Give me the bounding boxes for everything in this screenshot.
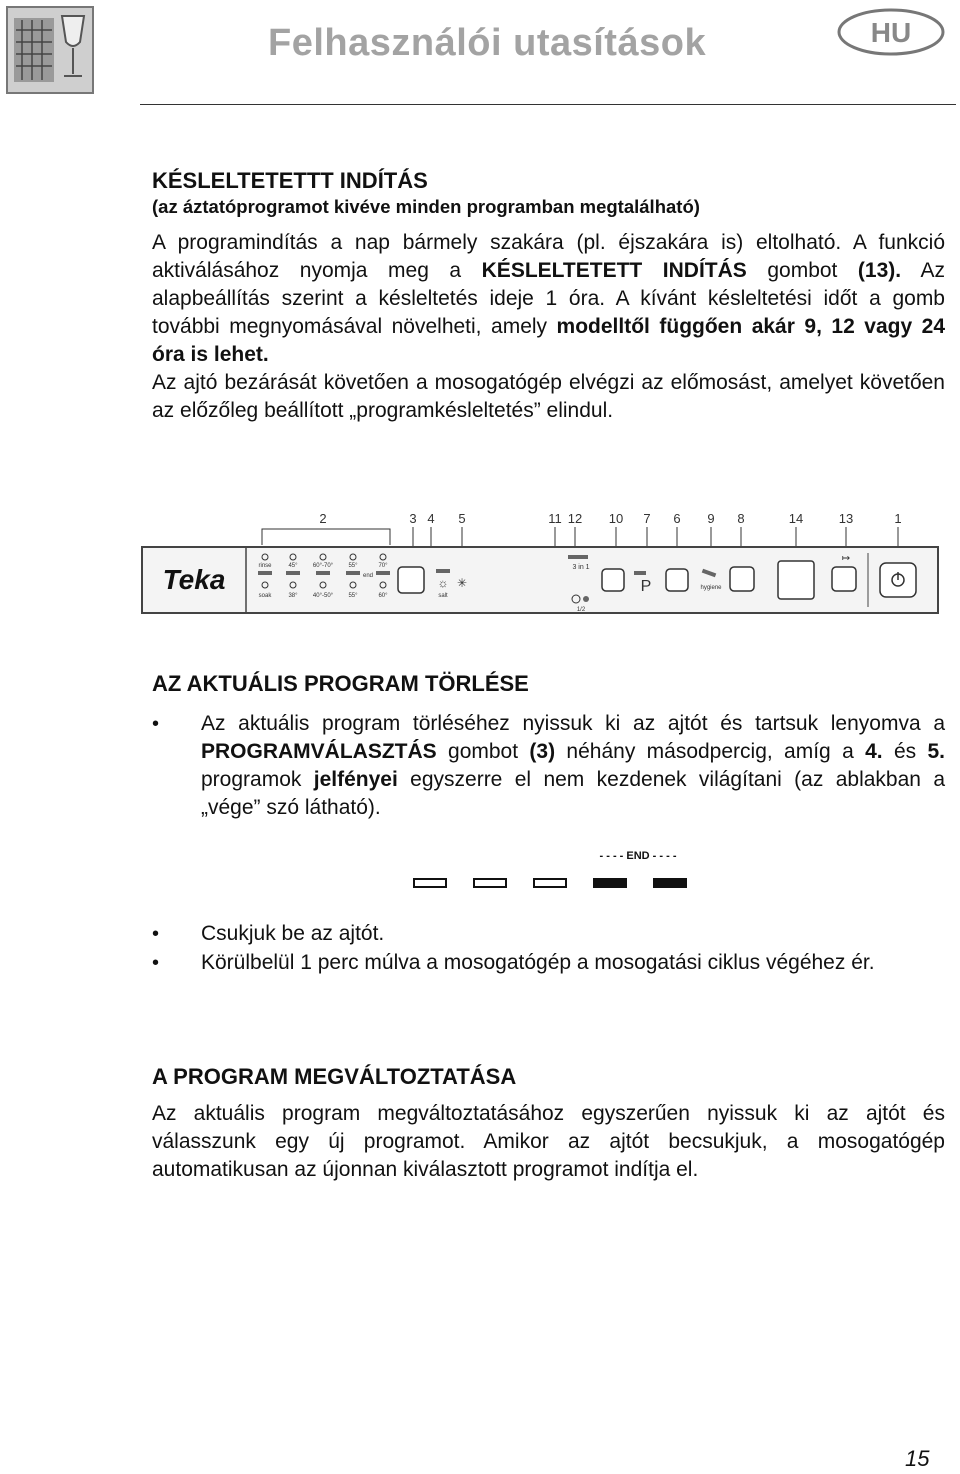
header-title: Felhasználói utasítások	[268, 22, 707, 64]
header-divider	[140, 104, 956, 105]
callout-5: 5	[458, 511, 466, 526]
callout-10: 10	[608, 511, 624, 526]
svg-text:P: P	[640, 578, 652, 595]
svg-text:rinse: rinse	[258, 563, 272, 569]
brand-logo-text: Teka	[162, 564, 226, 595]
callout-8: 8	[737, 511, 745, 526]
svg-text:38°: 38°	[288, 593, 298, 599]
svg-text:60°-70°: 60°-70°	[312, 563, 334, 569]
list-item	[152, 920, 945, 950]
program-select-button	[398, 567, 424, 593]
callout-6: 6	[673, 511, 681, 526]
svg-text:55°: 55°	[348, 593, 358, 599]
svg-text:55°: 55°	[348, 563, 358, 569]
callout-7: 7	[643, 511, 651, 526]
svg-text:✳: ✳	[456, 576, 468, 590]
delayed-start-paragraph-1: A programindítás a nap bármely szakára (pl. éjszakára is) eltolható. A funkció aktiválásához nyomja meg a KÉSLELTETETT INDÍTÁS gombot (13). Az alapbeállítás szerint a késleltetés ideje 1 óra. A kívánt késleltetési időt a gomb további megnyomásával növelheti, amely modelltől függően akár 9, 12 vagy 24 óra is lehet.	[152, 231, 945, 366]
callout-14: 14	[788, 511, 804, 526]
section-title-delayed-start: KÉSLELTETETTT INDÍTÁS	[152, 168, 428, 193]
list-item-text: Az aktuális program törléséhez nyissuk ki az ajtót és tartsuk lenyomva a PROGRAMVÁLASZTÁS gombot (3) néhány másodpercig, amíg a 4. és 5. programok jelfényei egyszerre el nem kezdenek világítani (az ablakban a „vége” szó látható).	[201, 712, 945, 819]
svg-text:salt: salt	[438, 593, 448, 599]
list-item-text: Körülbelül 1 perc múlva a mosogatógép a mosogatási ciklus végéhez ér.	[201, 951, 875, 974]
language-badge	[836, 6, 946, 58]
callout-1: 1	[894, 511, 902, 526]
language-badge-label: HU	[870, 17, 912, 48]
svg-text:3 in 1: 3 in 1	[572, 564, 590, 571]
list-item-text: Csukjuk be az ajtót.	[201, 922, 385, 945]
svg-text:40°-50°: 40°-50°	[312, 593, 334, 599]
list-item	[152, 949, 945, 1009]
svg-text:45°: 45°	[288, 563, 298, 569]
callout-11: 11	[548, 511, 562, 526]
bullet-icon: •	[152, 952, 160, 974]
svg-text:hygiene: hygiene	[700, 585, 722, 591]
control-panel-diagram	[140, 505, 940, 617]
svg-text:1/2: 1/2	[576, 607, 586, 613]
callout-13: 13	[838, 511, 854, 526]
callout-2: 2	[319, 511, 327, 526]
delayed-start-paragraph-2: Az ajtó bezárását követően a mosogatógép elvégzi az előmosást, amelyet követően az előzőleg beállított „programkésleltetés” elindul.	[152, 371, 945, 422]
callout-12: 12	[567, 511, 583, 526]
bullet-icon: •	[152, 923, 160, 945]
svg-text:soak: soak	[258, 593, 272, 599]
section-title-cancel-program: AZ AKTUÁLIS PROGRAM TÖRLÉSE	[152, 671, 529, 696]
svg-text:end: end	[362, 573, 374, 579]
manual-logo-icon	[6, 6, 94, 94]
svg-text:↦: ↦	[841, 553, 851, 564]
list-item	[152, 710, 945, 830]
callout-4: 4	[427, 511, 435, 526]
callout-9: 9	[707, 511, 715, 526]
svg-text:60°: 60°	[378, 593, 388, 599]
delayed-start-body	[152, 229, 945, 425]
end-label: - - - - END - - - -	[599, 850, 677, 862]
end-indicator-graphic	[408, 845, 698, 895]
bullet-icon: •	[152, 713, 160, 735]
section-subtitle-delayed-start: (az áztatóprogramot kivéve minden programban megtalálható)	[152, 196, 700, 217]
page-number: 15	[905, 1446, 930, 1471]
callout-3: 3	[409, 511, 417, 526]
change-program-body: Az aktuális program megváltoztatásához egyszerűen nyissuk ki az ajtót és válasszunk egy új programot. Amikor az ajtót becsukjuk, a mosogatógép automatikusan az újonnan kiválasztott programot indítja el.	[152, 1102, 945, 1181]
section-title-change-program: A PROGRAM MEGVÁLTOZTATÁSA	[152, 1064, 517, 1089]
svg-text:☼: ☼	[437, 576, 449, 590]
svg-text:70°: 70°	[378, 563, 388, 569]
